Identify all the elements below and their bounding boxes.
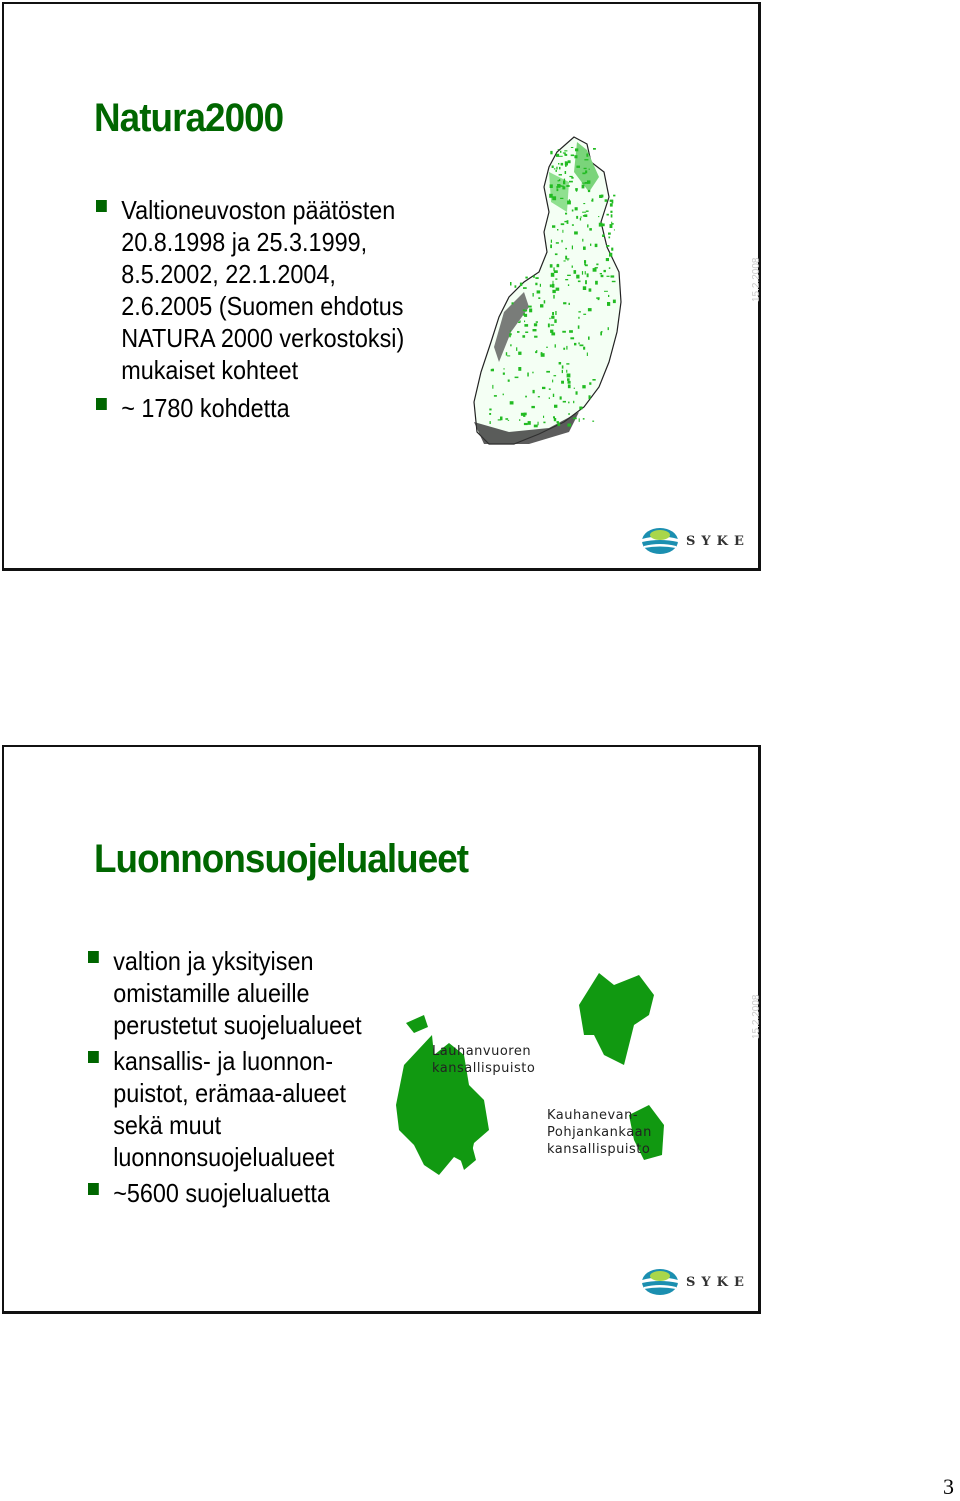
slide-title: Natura2000 bbox=[94, 96, 284, 140]
map-label-lauhanvuori: Lauhanvuoren kansallispuisto bbox=[432, 1044, 536, 1076]
bullet-item: ~5600 suojelualuetta bbox=[88, 1177, 430, 1209]
syke-logo bbox=[640, 526, 750, 556]
slide-luonnonsuojelualueet bbox=[2, 745, 761, 1314]
syke-logo-icon bbox=[640, 1267, 680, 1297]
bullet-square-icon bbox=[88, 951, 99, 963]
syke-logo bbox=[640, 1267, 750, 1297]
slide-natura2000 bbox=[2, 2, 761, 571]
bullet-square-icon bbox=[88, 1183, 99, 1195]
bullet-item: kansallis- ja luonnon- puistot, erämaa-alueet sekä muut luonnonsuojelualueet bbox=[88, 1045, 430, 1173]
syke-logo-text: SYKE bbox=[686, 534, 750, 549]
bullet-item: ~ 1780 kohdetta bbox=[96, 392, 488, 424]
bullet-list bbox=[88, 945, 408, 1209]
bullet-item: Valtioneuvoston päätösten 20.8.1998 ja 25.3.1999, 8.5.2002, 22.1.2004, 2.6.2005 (Suomen ehdotus NATURA 2000 verkostoksi) mukaiset kohteet bbox=[96, 194, 488, 386]
finland-natura-map bbox=[469, 132, 629, 457]
slide-date: 15.2.2008 bbox=[751, 994, 762, 1039]
syke-logo-text: SYKE bbox=[686, 1275, 750, 1290]
slide-date: 15.2.2008 bbox=[751, 257, 762, 302]
bullet-square-icon bbox=[96, 398, 107, 410]
bullet-item: valtion ja yksityisen omistamille alueille perustetut suojelualueet bbox=[88, 945, 430, 1041]
syke-logo-icon bbox=[640, 526, 680, 556]
bullet-square-icon bbox=[96, 200, 107, 212]
bullet-list bbox=[96, 194, 466, 424]
page-number: 3 bbox=[943, 1474, 954, 1499]
map-label-kauhaneva: Kauhanevan- Pohjankankaan kansallispuisto bbox=[547, 1108, 652, 1157]
bullet-square-icon bbox=[88, 1051, 99, 1063]
slide-title: Luonnonsuojelualueet bbox=[94, 837, 469, 881]
